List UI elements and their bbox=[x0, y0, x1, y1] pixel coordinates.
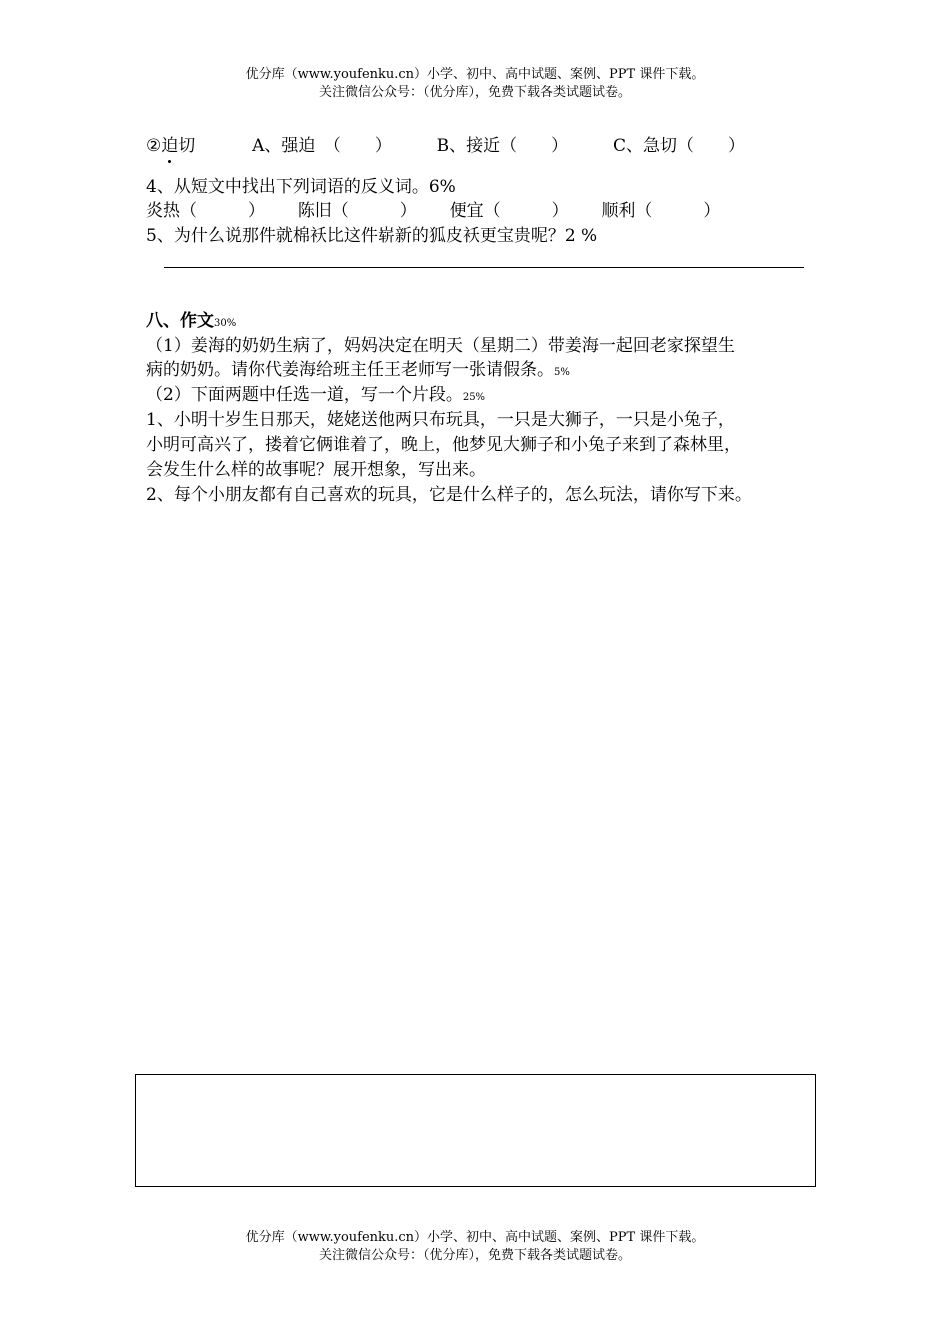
header-line-2: 关注微信公众号：（优分库），免费下载各类试题试卷。 bbox=[318, 85, 631, 100]
part2-line bbox=[146, 383, 485, 410]
q4-prompt: 4、从短文中找出下列词语的反义词。6% bbox=[146, 177, 456, 197]
section-8-heading bbox=[146, 309, 236, 336]
answer-line bbox=[164, 267, 804, 268]
q4-blanks bbox=[146, 199, 720, 223]
page-header bbox=[0, 66, 950, 102]
page-footer bbox=[0, 1229, 950, 1265]
option-b: B、接近（ ） bbox=[436, 136, 569, 156]
antonym-blank-4: 顺利（ ） bbox=[601, 201, 721, 221]
antonym-blank-2: 陈旧（ ） bbox=[297, 201, 417, 221]
antonym-blank-3: 便宜（ ） bbox=[449, 201, 569, 221]
topic2-line: 2、每个小朋友都有自己喜欢的玩具，它是什么样子的，怎么玩法，请你写下来。 bbox=[146, 485, 752, 505]
q5-prompt: 5、为什么说那件就棉袄比这件崭新的狐皮袄更宝贵呢？2 % bbox=[146, 226, 598, 246]
topic1-line-3: 会发生什么样的故事呢？展开想象，写出来。 bbox=[146, 460, 486, 480]
part2-text: （2）下面两题中任选一道，写一个片段。 bbox=[146, 385, 463, 405]
option-c: C、急切（ ） bbox=[612, 136, 745, 156]
writing-box bbox=[135, 1074, 816, 1187]
antonym-blank-1: 炎热（ ） bbox=[146, 201, 265, 221]
q3-item-2 bbox=[146, 134, 745, 158]
topic1-line-1: 1、小明十岁生日那天，姥姥送他两只布玩具，一只是大狮子，一只是小兔子， bbox=[146, 410, 735, 430]
header-line-1: 优分库（www.youfenku.cn）小学、初中、高中试题、案例、PPT 课件下载。 bbox=[245, 67, 705, 82]
part1-score: 5% bbox=[554, 367, 570, 378]
emphasized-char: 迫 bbox=[161, 136, 179, 156]
part1-line-2 bbox=[146, 358, 570, 385]
topic1-line-2: 小明可高兴了，搂着它俩谁着了，晚上，他梦见大狮子和小兔子来到了森林里， bbox=[146, 435, 741, 455]
footer-line-2: 关注微信公众号：（优分库），免费下载各类试题试卷。 bbox=[318, 1248, 631, 1263]
word-char: 切 bbox=[178, 136, 196, 156]
item-number: ② bbox=[146, 136, 162, 156]
part1-text: 病的奶奶。请你代姜海给班主任王老师写一张请假条。 bbox=[146, 360, 554, 380]
option-a: A、强迫 （ ） bbox=[252, 136, 392, 156]
part2-score: 25% bbox=[462, 392, 486, 403]
section-8-title: 八、作文 bbox=[146, 311, 214, 331]
section-8-score: 30% bbox=[214, 318, 237, 329]
footer-line-1: 优分库（www.youfenku.cn）小学、初中、高中试题、案例、PPT 课件下载。 bbox=[245, 1230, 705, 1245]
part1-line-1: （1）姜海的奶奶生病了，妈妈决定在明天（星期二）带姜海一起回老家探望生 bbox=[146, 336, 735, 356]
